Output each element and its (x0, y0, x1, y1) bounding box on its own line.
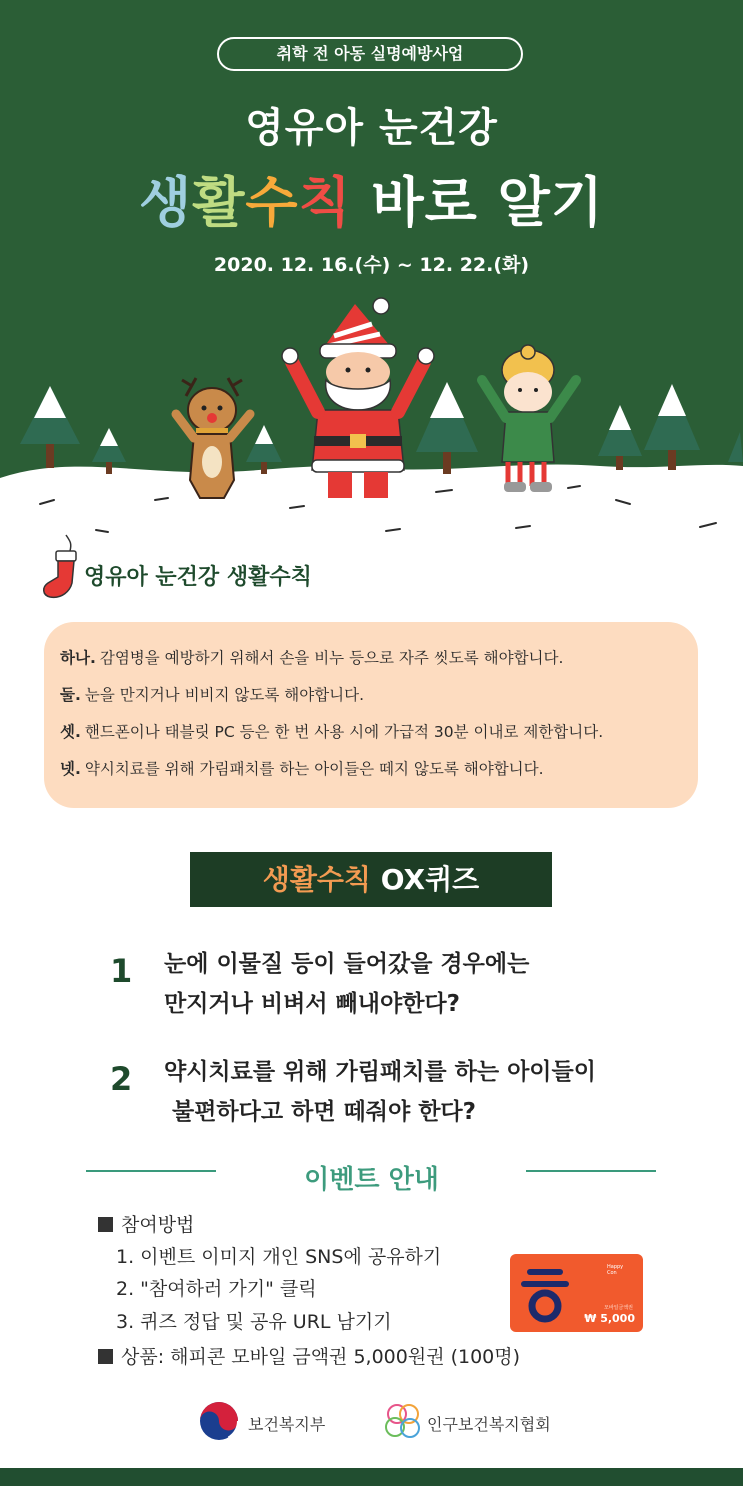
stocking-icon (40, 533, 80, 603)
gift-card-subtitle: 모바일금액권 (604, 1305, 633, 1311)
question-line: 만지거나 비벼서 빼내야한다? (164, 991, 460, 1017)
question-line: 불편하다고 하면 떼줘야 한다? (172, 1099, 476, 1125)
rule-number: 둘. (60, 686, 81, 704)
title-char: 칙 (298, 171, 352, 234)
hero-banner (0, 0, 743, 540)
event-title: 이벤트 안내 (304, 1165, 439, 1195)
rule-number: 셋. (60, 723, 81, 741)
happycon-logo-icon (510, 1254, 580, 1332)
quiz-banner (190, 852, 552, 907)
title-char: 생 (139, 171, 193, 234)
main-title-line2 (0, 160, 743, 237)
rule-item (60, 751, 698, 788)
gift-card-brand: Happy Con (607, 1264, 624, 1276)
association-name: 인구보건복지협회 (427, 1415, 551, 1434)
question-line: 약시치료를 위해 가림패치를 하는 아이들이 (164, 1059, 596, 1085)
square-bullet-icon (98, 1349, 113, 1364)
question-line: 눈에 이물질 등이 들어갔을 경우에는 (164, 951, 530, 977)
association-logo (383, 1400, 563, 1444)
project-badge: 취학 전 아동 실명예방사업 (217, 37, 523, 71)
prize-text: 상품: 해피콘 모바일 금액권 5,000원권 (100명) (121, 1346, 521, 1368)
question-text (164, 1052, 596, 1132)
rule-text: 약시치료를 위해 가림패치를 하는 아이들은 떼지 않도록 해야합니다. (84, 760, 544, 778)
title-char: 바로 알기 (351, 171, 604, 234)
title-char: 수 (245, 171, 299, 234)
ministry-logo (198, 1400, 338, 1444)
method-label (98, 1210, 194, 1237)
method-label-text: 참여방법 (121, 1214, 195, 1236)
flower-logo-icon (383, 1400, 423, 1442)
question-text (164, 944, 529, 1024)
rules-heading (40, 533, 460, 605)
gift-card-amount: ₩ 5,000 (584, 1312, 635, 1325)
rule-item (60, 714, 698, 751)
rule-text: 핸드폰이나 태블릿 PC 등은 한 번 사용 시에 가급적 30분 이내로 제한합니다. (84, 723, 604, 741)
taegeuk-icon (198, 1400, 240, 1442)
rules-box (44, 622, 698, 808)
event-step: 3. 퀴즈 정답 및 공유 URL 남기기 (116, 1311, 392, 1333)
square-bullet-icon (98, 1217, 113, 1232)
footer-bar (0, 1468, 743, 1486)
main-title-line1: 영유아 눈건강 (245, 105, 498, 151)
rule-item (60, 677, 698, 714)
event-step: 2. "참여하러 가기" 클릭 (116, 1278, 317, 1300)
quiz-banner-text: OX퀴즈 (370, 863, 480, 896)
event-dates: 2020. 12. 16.(수) ~ 12. 22.(화) (213, 254, 530, 276)
rule-number: 하나. (60, 649, 96, 667)
event-step: 1. 이벤트 이미지 개인 SNS에 공유하기 (116, 1246, 442, 1268)
prize-info (98, 1342, 520, 1369)
ministry-name: 보건복지부 (248, 1415, 326, 1434)
quiz-banner-highlight: 생활수칙 (262, 863, 371, 896)
title-char: 활 (192, 171, 246, 234)
rules-heading-label: 영유아 눈건강 생활수칙 (84, 565, 312, 590)
rule-text: 눈을 만지거나 비비지 않도록 해야합니다. (84, 686, 365, 704)
rule-text: 감염병을 예방하기 위해서 손을 비누 등으로 자주 씻도록 해야합니다. (99, 649, 564, 667)
rule-item (60, 640, 698, 677)
question-number: 1 (110, 952, 133, 990)
gift-card-image (510, 1254, 643, 1332)
rule-number: 넷. (60, 760, 81, 778)
question-number: 2 (110, 1060, 133, 1098)
